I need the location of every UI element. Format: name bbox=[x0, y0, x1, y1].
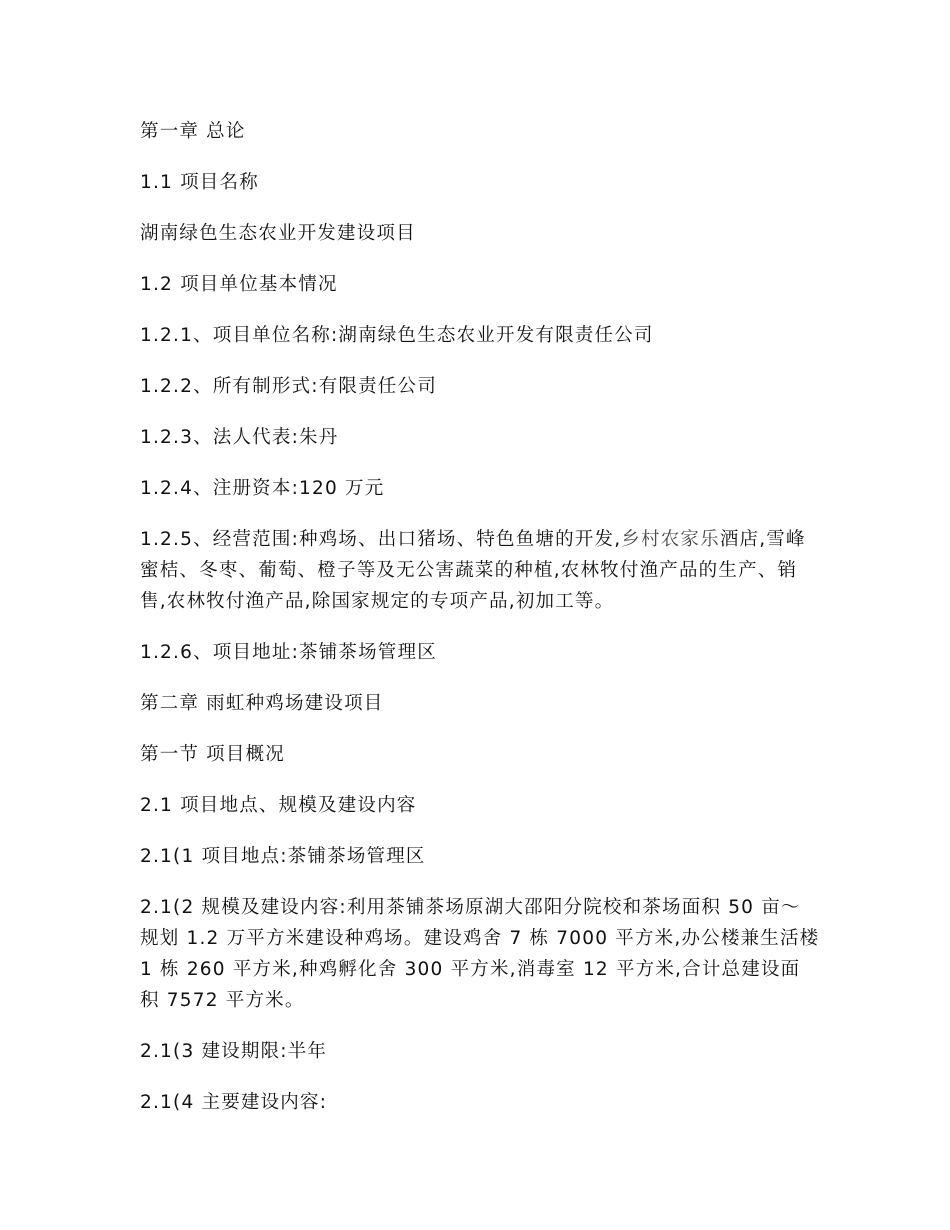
item-2-1-4: 2.1(4 主要建设内容: bbox=[140, 1092, 328, 1113]
item-1-2-2: 1.2.2、所有制形式:有限责任公司 bbox=[140, 376, 437, 397]
section-2-1-heading: 2.1 项目地点、规模及建设内容 bbox=[140, 795, 417, 816]
section-1-1-heading: 1.1 项目名称 bbox=[140, 172, 259, 193]
section-1-heading: 第一节 项目概况 bbox=[140, 744, 285, 765]
business-scope-text-before: 1.2.5、经营范围:种鸡场、出口猪场、特色鱼塘的开发, bbox=[140, 529, 622, 550]
section-1-2-heading: 1.2 项目单位基本情况 bbox=[140, 274, 338, 295]
item-1-2-1: 1.2.1、项目单位名称:湖南绿色生态农业开发有限责任公司 bbox=[140, 325, 654, 346]
business-scope-text-after: 酒店,雪峰蜜桔、冬枣、葡萄、橙子等及无公害蔬菜的种植,农林牧付渔产品的生产、销售,农林牧付渔产品,除国家规定的专项产品,初加工等。 bbox=[140, 529, 806, 612]
item-2-1-2: 2.1(2 规模及建设内容:利用茶铺茶场原湖大邵阳分院校和茶场面积 50 亩～规划 1.2 万平方米建设种鸡场。建设鸡舍 7 栋 7000 平方米,办公楼兼生活楼 1 栋 260 平方米,种鸡孵化舍 300 平方米,消毒室 12 平方米,合计总建设面积 7572 平方米。 bbox=[140, 897, 820, 1011]
item-1-2-5 bbox=[140, 524, 820, 617]
document-body bbox=[140, 116, 820, 1138]
chapter-1-heading: 第一章 总论 bbox=[140, 121, 246, 142]
project-name: 湖南绿色生态农业开发建设项目 bbox=[140, 223, 416, 244]
rural-farmhouse-link[interactable]: 乡村农家乐 bbox=[621, 529, 720, 550]
item-2-1-1: 2.1(1 项目地点:茶铺茶场管理区 bbox=[140, 846, 426, 867]
item-2-1-3: 2.1(3 建设期限:半年 bbox=[140, 1041, 328, 1062]
item-1-2-6: 1.2.6、项目地址:茶铺茶场管理区 bbox=[140, 642, 437, 663]
chapter-2-heading: 第二章 雨虹种鸡场建设项目 bbox=[140, 693, 384, 714]
item-1-2-4: 1.2.4、注册资本:120 万元 bbox=[140, 478, 385, 499]
item-1-2-3: 1.2.3、法人代表:朱丹 bbox=[140, 427, 339, 448]
